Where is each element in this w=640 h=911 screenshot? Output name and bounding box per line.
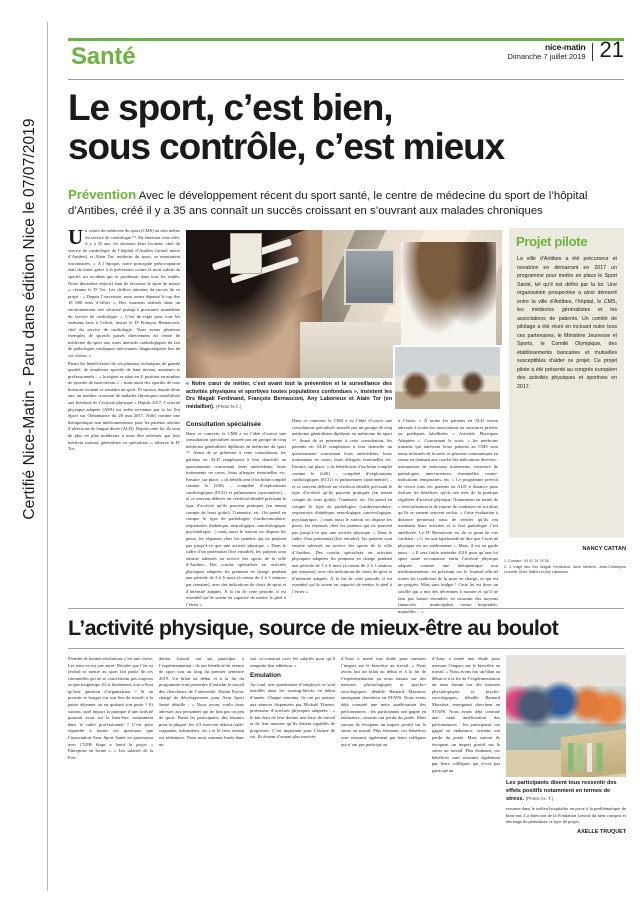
footnote-2: 2- Il s’agit des Drs Magali Ferdinand, Ianis Mellerin, Jean-Christophe Leonetti, Brice Raffort et Any Laborieux (504, 564, 626, 575)
second-article-headline: L’activité physique, source de mieux-être au boulot (68, 616, 559, 640)
sidebox-title: Projet pilote (516, 234, 588, 249)
column-2-text: Dans ce contexte, le CMS a eu l’idée d’ouvrir une consultation spécialisée assurée par un groupe de cinq médecins généralistes diplômés en médecine du sport ⁽²⁾. Avant de se présenter à cette consultation, les patients en ALD remplissent à leur domicile un questionnaire concernant leurs antécédents, leurs traitements en cours, leurs allergies éventuelles etc. Ensuite, sur place, « ils bénéficient d’un bilan complet comme le (h30) – complété d’explorations cardiologiques (ECG) et pulmonaires (spirométrie) – et ce souvent délivrer un certificat détaillé précisant le type d’activité qu’ils peuvent pratiquer (en tenant compte de leurs goûts), l’intensité, etc. On prend en compte le type de pathologies (cardiovasculaire, respiratoire, diabétique, neurologique, cancérologique, psychiatrique…) mais aussi le surtout on dispose les peurs, les réponses chez les patients qui ne peuvent pas jusqu’à-ce que une activité physique. « Dans le cadre d’un partenariat (lire encadré), les patients sont ensuite adressés au service des sports de la ville d’Antibes. Des coachs spécialisés en activités physiques adaptées les prennent en charge pendant une période de 3 à 6 mois (à raison de 2 à 3 séances par semaine), avec des indications de choix de sport et d’intensité adaptés. À la fin de cette période, il est essentiel qu’ils soient en capacité de mettre le pied à l’étrier » (186, 430, 286, 607)
second-article-column-3 (250, 656, 335, 846)
second-article-column-6 (506, 806, 626, 856)
strip-divider (47, 22, 48, 891)
masthead-dateblock (508, 43, 593, 61)
column-1-paragraph-1 (68, 225, 180, 360)
standfirst-text: Avec le développement récent du sport santé, le centre de médecine du sport de l’hôpital d’Antibes, créé il y a 35 ans connaît un succès croissant en s’ouvrant aux malades chroniques (68, 190, 588, 218)
main-article-footnotes (504, 559, 626, 576)
main-article-column-1 (68, 225, 180, 600)
headline-line-1: Le sport, c’est bien, (68, 87, 393, 128)
publication-date: Dimanche 7 juillet 2019 (507, 51, 586, 61)
second-col-5-text: d’Azur a mené une étude pour mesurer l’impact sur le bien-être au travail. « Nous avons fait un bilan au début et à la fin de l’expérimentation en nous basant sur des mesures physiologiques et psycho-sociologiques, détaille Bernard Massiera, enseignant chercheur en STAPS. Nous avons déjà constaté une nette amélioration des performances : les participants ont gagné en endurance, certains ont perdu du poids. Mais surtout ils évoquent un impact positif sur le stress au travail. Plus étonnant, ces bénéfices sont ressentis également par leurs collègues qui n’ont pas participé au (432, 656, 500, 773)
second-col-3-text: Au total, une quarantaine d’employés se sont installés dans les starting-blocks en début d’année. Chaque semaine, ils ont pu assister aux séances dispensées par Mickaël Ybanez, professeur d’activités physiques adaptées : « le but était de leur donner une base de travail et de leur montrer qu’ils étaient capables de progresser. C’est important pour l’estime de soi. Ils étaient d’autant plus motivés (250, 681, 335, 740)
second-photo-caption (506, 780, 626, 803)
second-article-byline: AXELLE TRUQUET (577, 828, 626, 835)
masthead-meta (507, 37, 624, 62)
standfirst (68, 186, 626, 220)
certification-text: Certifié Nice-Matin - Paru dans édition Nice le 07/07/2019 (21, 118, 38, 520)
drop-cap: U (68, 225, 84, 249)
second-article-top-rule (68, 608, 624, 609)
standfirst-kicker: Prévention (68, 187, 137, 202)
main-article-column-4 (398, 418, 499, 614)
column-1-text-1: n centre de médecine du sport (CMS) au sein même du service de cardiologie ⁽¹⁾. En émettant cette idée, il y a 35 ans, les docteurs Jean Leonetti, chef du service de cardiologie de l’hôpital d’Antibes (actuel maire d’Antibes) et Alain Tor, médecin du sport, se montraient visionnaires. « À l’époque, notre principale préoccupation était de lutter grâce à la prévention contre la mort subite du sportif, un accident qui se produisait dans tous les stades. Notre deuxième objectif était de favoriser le sport de masse », résume le Dʳ Tor. Les chiffres attestent du succès de ce projet : « Depuis l’ouverture, nous avons dépassé le cap des 18 000 tests d’effort ». Des examens réalisés dans un environnement très sécurisé puisqu’à proximité immédiate du service de cardiologie. « C’est de règle pour tous les examens faits à l’effort, insiste le Dʳ François Bernasconi, chef du service de cardiologie. Nous avons plusieurs exemples de sportifs passés directement du centre de médecine du sport aux soins intensifs cardiologiques du fait de pathologies cardiaques méconnues, diagnostiquées lors de ces visites. » (68, 228, 180, 358)
main-article-column-2 (186, 418, 286, 607)
masthead (68, 38, 624, 80)
column-1-text-2: Parmi les bénéficiaires de ces plateaux techniques de grande qualité, de nombreux sportifs de haut niveau, amateurs et professionnels – « la région se situe en 2ᵉ position en nombre de sportifs de haut niveau » – mais aussi des sportifs de tous horizons voulant se remettre au sport. Et surtout, depuis deux ans, un nombre croissant de malades chroniques sensibilisés aux bienfaits de l’activité physique « Depuis 2017, l’activité physique adaptée (APA) est enfin reconnue par la loi [loi Sport sur Ordonnance du 29 mai 2017, Ndlr] comme une thérapeutique non médicamenteuse pour les patients atteints d’affections de longue durée (ALD). Depuis cette loi, ils sont de plus en plus nombreux à nous être adressés, par leur médecin traitant, généraliste ou spécialiste », observe le Dʳ Tor. (68, 360, 180, 452)
main-article-byline: NANCY CATTAN (582, 546, 626, 552)
main-article-column-3 (292, 418, 392, 600)
photo-monitor (344, 249, 395, 305)
headline-line-2: sous contrôle, c’est mieux (68, 126, 505, 168)
second-photo-credit: (Photo Ax. T.) (525, 795, 554, 801)
certification-strip (0, 0, 56, 911)
photo-bottles (568, 743, 609, 772)
photo-wall-frame (230, 233, 262, 274)
column-3-text: Dans ce contexte, le CMS a eu l’idée d’ouvrir une consultation spécialisée assurée par un groupe de cinq médecins généralistes diplômés en médecine du sport ⁽²⁾. Avant de se présenter à cette consultation, les patients en ALD remplissent à leur domicile un questionnaire concernant leurs antécédents, leurs traitements en cours, leurs allergies éventuelles etc. Ensuite, sur place, « ils bénéficient d’un bilan complet comme le (h30) – complété d’explorations cardiologiques (ECG) et pulmonaires (spirométrie) – et ce souvent délivrer un certificat détaillé précisant le type d’activité qu’ils peuvent pratiquer (en tenant compte de leurs goûts), l’intensité, etc. On prend en compte le type de pathologies (cardiovasculaire, respiratoire, diabétique, neurologique, cancérologique, psychiatrique…) mais aussi le surtout on dispose les peurs, les réponses chez les patients qui ne peuvent pas jusqu’à-ce que une activité physique. « Dans le cadre d’un partenariat (lire encadré), les patients sont ensuite adressés au service des sports de la ville d’Antibes. Des coachs spécialisés en activités physiques adaptées les prennent en charge pendant une période de 3 à 6 mois (à raison de 2 à 3 séances par semaine), avec des indications de choix de sport et d’intensité adaptés. À la fin de cette période, il est essentiel qu’ils soient en capacité de mettre le pied à l’étrier » (292, 418, 392, 595)
second-article-column-1 (68, 656, 153, 846)
main-photo-caption-text: « Notre cœur de métier, c’est avant tout la prévention et la surveillance des activités physiques et sportives toutes populations confondues », insistent les Drs Magali Ferdinand, François Bernasconi, Any Laborieux et Alain Tor (en médaillon). (186, 381, 392, 411)
second-col-1-text: Prendre de bonnes résolutions c’est une chose. Les tenir en est une autre. Décider que l’on va (enfin) se mettre au sport fait partie de ces ritournelles qui ne se concrétisent pas toujours ou pas longtemps. Et si finalement, tout n’était qu’une question d’organisation ? Si on pouvait se bouger sur son lieu de travail, à la pause déjeuner ou en quittant son poste ? Et surtout, quel impact la pratique d’une activité pourrait avoir sur le bien-être, notamment dans le cadre professionnel ? C’est pour répondre à toutes ces questions que l’association Azur Sport Santé en partenariat avec l’UFR Staps a lancé le projet « Entreprise en forme ». « Les salariés de la Fon- (68, 656, 153, 760)
second-article-column-2 (159, 656, 244, 846)
main-photo-credit: (Photo N.C.) (215, 404, 242, 410)
section-title: Santé (71, 43, 136, 70)
second-article-photo (506, 655, 626, 777)
second-article-column-5 (432, 656, 500, 846)
paper-name: nice-matin (545, 42, 586, 52)
masthead-bottom-rule (68, 79, 624, 80)
second-col-2-text: dation Lenval ont pu participer à l’expérimentation : ils ont bénéficié de séance de sport tout au long du premier semestre 2019. Un bilan au début et à la fin du programme vont permettre d’enrichir le travail des chercheurs de l’université. Dusan Pjevac chargé de développement pour Azur Sport Santé détaille : « Nous avons voulu nous adresser aux personnes qui ne font pas ou peu de sport. Parmi les participants, des femmes pour la plupart, les 2/3 exercent debout (aide-soignants, infirmières, etc.) et le tiers restant est sédentaire. Nous nous sommes basés dans un (159, 656, 244, 747)
sidebox-body: La ville d’Antibes a été précurseur et novatrice en démarrant en 2017 un programme pour mettre en place le Sport Santé, tel qu’il est défini par la loi. Une organisation prospective a ainsi démarré entre la ville d’Antibes, l’hôpital, le CMS, les médecins généralistes et les associations de patients. Un comité de pilotage a été réuni en incluant outre tous ces partenaires, le Ministère Jeunesse et Sports, le Comité Olympique, des établissements bancaires et mutuelles susceptibles d’aider ce projet. Ce projet pilote a été présenté au congrès européen des activités physiques et sportives en 2017. (517, 256, 617, 390)
second-article-bottom-rule (68, 648, 624, 649)
second-photo-caption-text: Les participants disent tous ressentir des effets positifs notamment en termes de stress. (506, 780, 617, 802)
main-headline (68, 88, 624, 166)
main-article-column-5 (504, 542, 626, 606)
footnote-1: 1- Contact : 04 97 24 78 26 (504, 559, 549, 564)
page-number: 21 (599, 37, 624, 62)
subhead-emulation: Emulation (250, 672, 281, 680)
second-col-6-text: ressante dans le milieu hospitalier en proie à la problématique de burn-out. La direction de la Fondation Lenval lui bien compris et envisage de pérenniser ce type de projet. (506, 806, 626, 825)
sidebox-projet-pilote (509, 228, 624, 538)
main-photo-caption (186, 381, 392, 412)
subhead-consultation: Consultation spécialisée (186, 421, 261, 428)
column-4-text: à l’étrier. » À terme les patients en ALD seront adressés à toutes les associations ou structures privées ou publiques labellisées « Activités Physiques Adaptées ». Concernant le suivi, « les médecins traitants qui adressent leurs patients au CMS sont tenus informés de la suite, et peuvent communiquer en retour en donnant aux coachs des indications diverses : instauration de nouveaux traitements, existence de pathologies intercurrentes, éventuelles contre-indications temporaires, etc. » Le programme prévoit de revoir tous ces patients en ALD à distance pour évaluer les bénéfices qu’ils ont tirés de la pratique régulière d’activité physique. Notamment en terme de « resocialisation et de reprise de confiance en soi alors qu’ils se sentent souvent exclus. » Cette évaluation à distance permettra aussi de vérifier qu’ils ont maintenu leurs activités et si leur pathologie s’est améliorée. Le Dʳ Bernasconi est de ce point de vue confiant : « C’est une lapalissade de dire que l’activité physique est un médicament ». Mais, il est en garde aussi : « Il sera futile atteindre 2016 pour qu’une loi sport santé reconnaisse enfin l’activité physique adaptée comme une thérapeutique non médicamenteuse, en précisant sur le Journal officiel toutes les conditions de la prise en charge, ce qui est un progrès. Mais sans budget ! Cette loi est donc un soufflé qui a mis des décennies à monter et qu’il ne faut pas laisser retomber, en trouvant des moyens financiers : municipalité, centre hospitalier, mutuelles… » (398, 418, 499, 614)
second-article-column-4 (341, 656, 426, 846)
second-col-3-top: soit co-construit avec les salariés pour qu’il remporte leur adhésion. » (250, 656, 335, 668)
main-photo-inset (393, 345, 502, 411)
second-col-4-text: d’Azur a mené une étude pour mesurer l’impact sur le bien-être au travail. « Nous avons fait un bilan au début et à la fin de l’expérimentation en nous basant sur des mesures physiologiques et psycho-sociologiques, détaille Bernard Massiera, enseignant chercheur en STAPS. Nous avons déjà constaté une nette amélioration des performances : les participants ont gagné en endurance, certains ont perdu du poids. Mais surtout ils évoquent un impact positif sur le stress au travail. Plus étonnant, ces bénéfices sont ressentis également par leurs collègues qui n’ont pas participé au (341, 656, 426, 747)
